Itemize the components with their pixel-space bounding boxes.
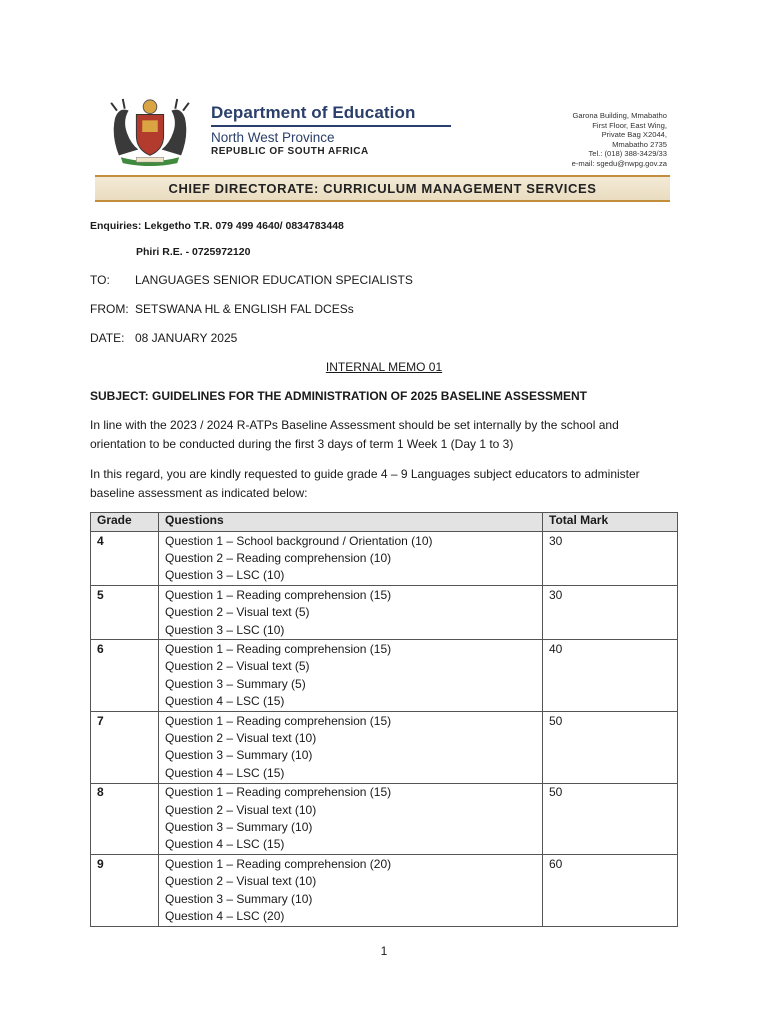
grade-cell: 5 (91, 586, 159, 640)
question-item: Question 1 – Reading comprehension (15) (165, 785, 392, 800)
country-name: REPUBLIC OF SOUTH AFRICA (211, 146, 369, 157)
to-label: TO: (90, 273, 110, 287)
total-mark-cell: 60 (543, 855, 678, 927)
question-item: Question 4 – LSC (15) (165, 837, 285, 852)
questions-cell (159, 783, 543, 855)
address-line: e-mail: sgedu@nwpg.gov.za (571, 158, 667, 168)
grade-cell: 7 (91, 712, 159, 784)
question-item: Question 2 – Visual text (5) (165, 605, 310, 620)
total-mark-cell: 50 (543, 783, 678, 855)
question-item: Question 2 – Reading comprehension (10) (165, 550, 392, 565)
grade-cell: 8 (91, 783, 159, 855)
table-row (91, 855, 678, 927)
address-line: First Floor, East Wing, (592, 120, 667, 130)
question-item: Question 4 – LSC (15) (165, 694, 285, 709)
enquiries-line-1: Enquiries: Lekgetho T.R. 079 499 4640/ 0834783448 (90, 220, 344, 232)
question-item: Question 3 – LSC (10) (165, 568, 285, 583)
address-block (572, 111, 667, 168)
letterhead (95, 95, 675, 203)
question-item: Question 3 – Summary (5) (165, 676, 306, 691)
directorate-banner (95, 175, 670, 202)
paragraph-line: orientation to be conducted during the first 3 days of term 1 Week 1 (Day 1 to 3) (90, 437, 514, 451)
address-line: Tel.: (018) 388-3429/33 (588, 149, 667, 158)
from-value: SETSWANA HL & ENGLISH FAL DCESs (135, 302, 354, 316)
directorate-text: CHIEF DIRECTORATE: CURRICULUM MANAGEMENT SERVICES (168, 181, 597, 196)
question-item: Question 2 – Visual text (10) (165, 802, 317, 817)
header-questions: Questions (159, 513, 543, 532)
question-item: Question 3 – LSC (10) (165, 622, 285, 637)
memo-title: INTERNAL MEMO 01 (325, 360, 443, 374)
questions-cell (159, 712, 543, 784)
table-row (91, 712, 678, 784)
paragraph-line: In this regard, you are kindly requested to guide grade 4 – 9 Languages subject educators to administer (90, 467, 640, 481)
question-item: Question 2 – Visual text (5) (165, 659, 310, 674)
question-item: Question 1 – School background / Orientation (10) (165, 533, 433, 548)
address-line: Mmabatho 2735 (612, 139, 667, 149)
question-item: Question 1 – Reading comprehension (15) (165, 713, 392, 728)
grade-cell: 9 (91, 855, 159, 927)
table-row (91, 532, 678, 586)
department-title: Department of Education (211, 103, 416, 122)
memo-subject: SUBJECT: GUIDELINES FOR THE ADMINISTRATION OF 2025 BASELINE ASSESSMENT (90, 389, 587, 403)
questions-cell (159, 640, 543, 712)
enquiries-line-2: Phiri R.E. - 0725972120 (136, 246, 251, 258)
grade-cell: 4 (91, 532, 159, 586)
address-line: Private Bag X2044, (601, 130, 667, 139)
question-item: Question 4 – LSC (20) (165, 909, 285, 924)
page-number: 1 (380, 944, 388, 958)
total-mark-cell: 50 (543, 712, 678, 784)
question-item: Question 3 – Summary (10) (165, 748, 313, 763)
total-mark-cell: 40 (543, 640, 678, 712)
question-item: Question 1 – Reading comprehension (15) (165, 587, 392, 602)
question-item: Question 1 – Reading comprehension (15) (165, 641, 392, 656)
question-item: Question 4 – LSC (15) (165, 765, 285, 780)
question-item: Question 3 – Summary (10) (165, 820, 313, 834)
question-item: Question 2 – Visual text (10) (165, 730, 317, 745)
from-label: FROM: (90, 302, 129, 316)
province-name: North West Province (211, 130, 335, 145)
question-item: Question 1 – Reading comprehension (20) (165, 856, 392, 871)
total-mark-cell: 30 (543, 586, 678, 640)
questions-cell (159, 532, 543, 586)
paragraph-line: In line with the 2023 / 2024 R-ATPs Baseline Assessment should be set internally by the school and (90, 418, 619, 432)
questions-cell (159, 855, 543, 927)
to-row (90, 273, 413, 287)
address-line: Garona Building, Mmabatho (572, 111, 667, 120)
total-mark-cell: 30 (543, 532, 678, 586)
paragraph-2 (90, 465, 680, 503)
to-value: LANGUAGES SENIOR EDUCATION SPECIALISTS (135, 273, 413, 287)
date-label: DATE: (90, 331, 125, 345)
header-total-mark: Total Mark (543, 513, 678, 532)
header-grade: Grade (91, 513, 159, 532)
coat-of-arms-icon (101, 97, 199, 167)
table-row (91, 586, 678, 640)
questions-cell (159, 586, 543, 640)
table-row (91, 783, 678, 855)
question-item: Question 3 – Summary (10) (165, 891, 313, 906)
date-value: 08 JANUARY 2025 (135, 331, 238, 345)
from-row (90, 302, 354, 316)
paragraph-line: baseline assessment as indicated below: (90, 486, 308, 500)
paragraph-1 (90, 416, 680, 454)
title-rule (211, 125, 451, 127)
grade-cell: 6 (91, 640, 159, 712)
assessment-table (90, 512, 678, 927)
table-header-row (91, 513, 678, 532)
table-row (91, 640, 678, 712)
department-block (211, 103, 451, 157)
date-row (90, 331, 237, 345)
question-item: Question 2 – Visual text (10) (165, 874, 317, 889)
